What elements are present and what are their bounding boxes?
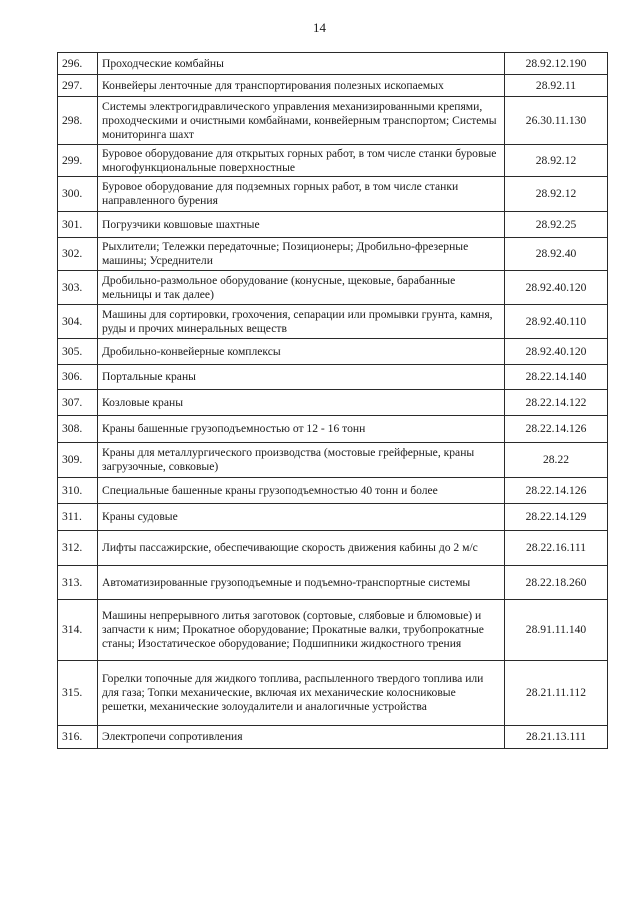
equipment-name: Специальные башенные краны грузоподъемностью 40 тонн и более: [98, 478, 505, 504]
equipment-table: [57, 52, 608, 749]
row-number: 296.: [58, 53, 98, 75]
row-number: 304.: [58, 305, 98, 339]
row-number: 314.: [58, 600, 98, 661]
table-row: [58, 212, 608, 238]
table-row: [58, 390, 608, 416]
equipment-name: Автоматизированные грузоподъемные и подъемно-транспортные системы: [98, 566, 505, 600]
equipment-name: Горелки топочные для жидкого топлива, распыленного твердого топлива или для газа; Топки механические, включая их механические колосниковые решетки, механические золоудалители и аналогичные устройства: [98, 661, 505, 726]
row-number: 301.: [58, 212, 98, 238]
okpd-code: 28.22.14.122: [505, 390, 608, 416]
equipment-name: Портальные краны: [98, 365, 505, 390]
okpd-code: 28.92.40.110: [505, 305, 608, 339]
table-row: [58, 566, 608, 600]
table-row: [58, 339, 608, 365]
row-number: 302.: [58, 238, 98, 271]
row-number: 316.: [58, 726, 98, 749]
row-number: 298.: [58, 97, 98, 145]
okpd-code: 28.22.14.126: [505, 478, 608, 504]
table-body: [58, 53, 608, 749]
row-number: 300.: [58, 177, 98, 212]
equipment-name: Краны для металлургического производства (мостовые грейферные, краны загрузочные, совковые): [98, 443, 505, 478]
row-number: 303.: [58, 271, 98, 305]
equipment-name: Буровое оборудование для открытых горных работ, в том числе станки буровые многофункциональные поверхностные: [98, 145, 505, 177]
equipment-name: Погрузчики ковшовые шахтные: [98, 212, 505, 238]
row-number: 310.: [58, 478, 98, 504]
table-row: [58, 305, 608, 339]
okpd-code: 28.22.16.111: [505, 531, 608, 566]
equipment-name: Машины для сортировки, грохочения, сепарации или промывки грунта, камня, руды и прочих минеральных веществ: [98, 305, 505, 339]
equipment-name: Машины непрерывного литья заготовок (сортовые, слябовые и блюмовые) и запчасти к ним; Прокатное оборудование; Прокатные валки, трубопрокатные станы; Изостатическое оборудование; Подшипники жидкостного трения: [98, 600, 505, 661]
equipment-name: Краны судовые: [98, 504, 505, 531]
row-number: 306.: [58, 365, 98, 390]
equipment-name: Буровое оборудование для подземных горных работ, в том числе станки направленного бурения: [98, 177, 505, 212]
okpd-code: 28.92.11: [505, 75, 608, 97]
table-row: [58, 531, 608, 566]
equipment-name: Системы электрогидравлического управления механизированными крепями, проходческими и очистными комбайнами, конвейерным транспортом; Системы мониторинга шахт: [98, 97, 505, 145]
table-row: [58, 504, 608, 531]
row-number: 299.: [58, 145, 98, 177]
equipment-name: Конвейеры ленточные для транспортирования полезных ископаемых: [98, 75, 505, 97]
table-row: [58, 177, 608, 212]
equipment-name: Дробильно-размольное оборудование (конусные, щековые, барабанные мельницы и так далее): [98, 271, 505, 305]
table-row: [58, 443, 608, 478]
okpd-code: 28.92.12.190: [505, 53, 608, 75]
okpd-code: 28.22.14.126: [505, 416, 608, 443]
table-row: [58, 271, 608, 305]
row-number: 297.: [58, 75, 98, 97]
equipment-name: Лифты пассажирские, обеспечивающие скорость движения кабины до 2 м/с: [98, 531, 505, 566]
okpd-code: 28.92.25: [505, 212, 608, 238]
row-number: 305.: [58, 339, 98, 365]
row-number: 307.: [58, 390, 98, 416]
table-row: [58, 365, 608, 390]
table-row: [58, 726, 608, 749]
row-number: 309.: [58, 443, 98, 478]
table-row: [58, 238, 608, 271]
okpd-code: 26.30.11.130: [505, 97, 608, 145]
equipment-name: Козловые краны: [98, 390, 505, 416]
okpd-code: 28.22.18.260: [505, 566, 608, 600]
okpd-code: 28.92.12: [505, 177, 608, 212]
table-row: [58, 661, 608, 726]
okpd-code: 28.92.40.120: [505, 271, 608, 305]
equipment-name: Электропечи сопротивления: [98, 726, 505, 749]
okpd-code: 28.21.13.111: [505, 726, 608, 749]
equipment-name: Проходческие комбайны: [98, 53, 505, 75]
page-number: 14: [313, 20, 326, 35]
table-row: [58, 478, 608, 504]
row-number: 312.: [58, 531, 98, 566]
okpd-code: 28.92.40.120: [505, 339, 608, 365]
table-row: [58, 75, 608, 97]
table-row: [58, 53, 608, 75]
okpd-code: 28.92.12: [505, 145, 608, 177]
row-number: 313.: [58, 566, 98, 600]
okpd-code: 28.21.11.112: [505, 661, 608, 726]
row-number: 315.: [58, 661, 98, 726]
table-row: [58, 600, 608, 661]
okpd-code: 28.22: [505, 443, 608, 478]
okpd-code: 28.92.40: [505, 238, 608, 271]
okpd-code: 28.22.14.140: [505, 365, 608, 390]
row-number: 308.: [58, 416, 98, 443]
table-row: [58, 97, 608, 145]
okpd-code: 28.91.11.140: [505, 600, 608, 661]
equipment-name: Рыхлители; Тележки передаточные; Позиционеры; Дробильно-фрезерные машины; Усреднители: [98, 238, 505, 271]
row-number: 311.: [58, 504, 98, 531]
table-row: [58, 416, 608, 443]
okpd-code: 28.22.14.129: [505, 504, 608, 531]
equipment-name: Дробильно-конвейерные комплексы: [98, 339, 505, 365]
equipment-name: Краны башенные грузоподъемностью от 12 - 16 тонн: [98, 416, 505, 443]
table-row: [58, 145, 608, 177]
